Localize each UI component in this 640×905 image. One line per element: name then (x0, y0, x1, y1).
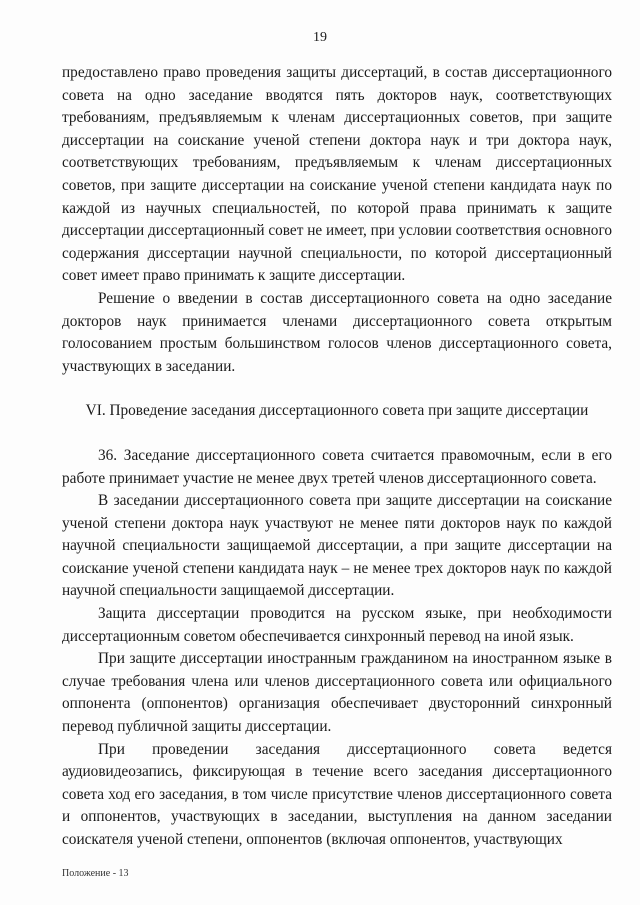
paragraph: При проведении заседания диссертационного совета ведется аудиовидеозапись, фиксирующая в течение всего заседания диссертационного совета ход его заседания, в том числе присутствие членов диссертационного совета и оппонентов, участвующих в заседании, выступления на данном заседании соискателя ученой степени, оппонентов (включая оппонентов, участвующих (62, 740, 612, 848)
paragraph: Защита диссертации проводится на русском языке, при необходимости диссертационным советом обеспечивается синхронный перевод на иной язык. (62, 605, 612, 645)
footer-label: Положение - 13 (62, 868, 129, 879)
document-body (62, 62, 612, 852)
paragraph: При защите диссертации иностранным гражданином на иностранном языке в случае требования члена или членов диссертационного совета или официального оппонента (оппонентов) организация обеспечивает двусторонний синхронный перевод публичной защиты диссертации. (62, 650, 612, 736)
paragraph: В заседании диссертационного совета при защите диссертации на соискание ученой степени доктора наук участвуют не менее пяти докторов наук по каждой научной специальности защищаемой диссертации, а при защите диссертации на соискание ученой степени кандидата наук – не менее трех докторов наук по каждой научной специальности защищаемой диссертации. (62, 492, 612, 600)
section-heading: VI. Проведение заседания диссертационного совета при защите диссертации (85, 402, 589, 420)
paragraph: предоставлено право проведения защиты диссертаций, в состав диссертационного совета на одно заседание вводятся пять докторов наук, соответствующих требованиям, предъявляемым к членам диссертационных советов, при защите диссертации на соискание ученой степени доктора наук и три доктора наук, соответствующих требованиям, предъявляемым к членам диссертационных советов, при защите диссертации на соискание ученой степени кандидата наук по каждой из научных специальностей, по которой права принимать к защите диссертации диссертационный совет не имеет, при условии соответствия основного содержания диссертации научной специальности, по которой диссертационный совет имеет право принимать к защите диссертации. (62, 64, 612, 285)
page-number: 19 (313, 30, 327, 45)
paragraph: 36. Заседание диссертационного совета считается правомочным, если в его работе принимает участие не менее двух третей членов диссертационного совета. (62, 446, 612, 487)
paragraph: Решение о введении в состав диссертационного совета на одно заседание докторов наук принимается членами диссертационного совета открытым голосованием простым большинством голосов членов диссертационного совета, участвующих в заседании. (62, 289, 612, 375)
